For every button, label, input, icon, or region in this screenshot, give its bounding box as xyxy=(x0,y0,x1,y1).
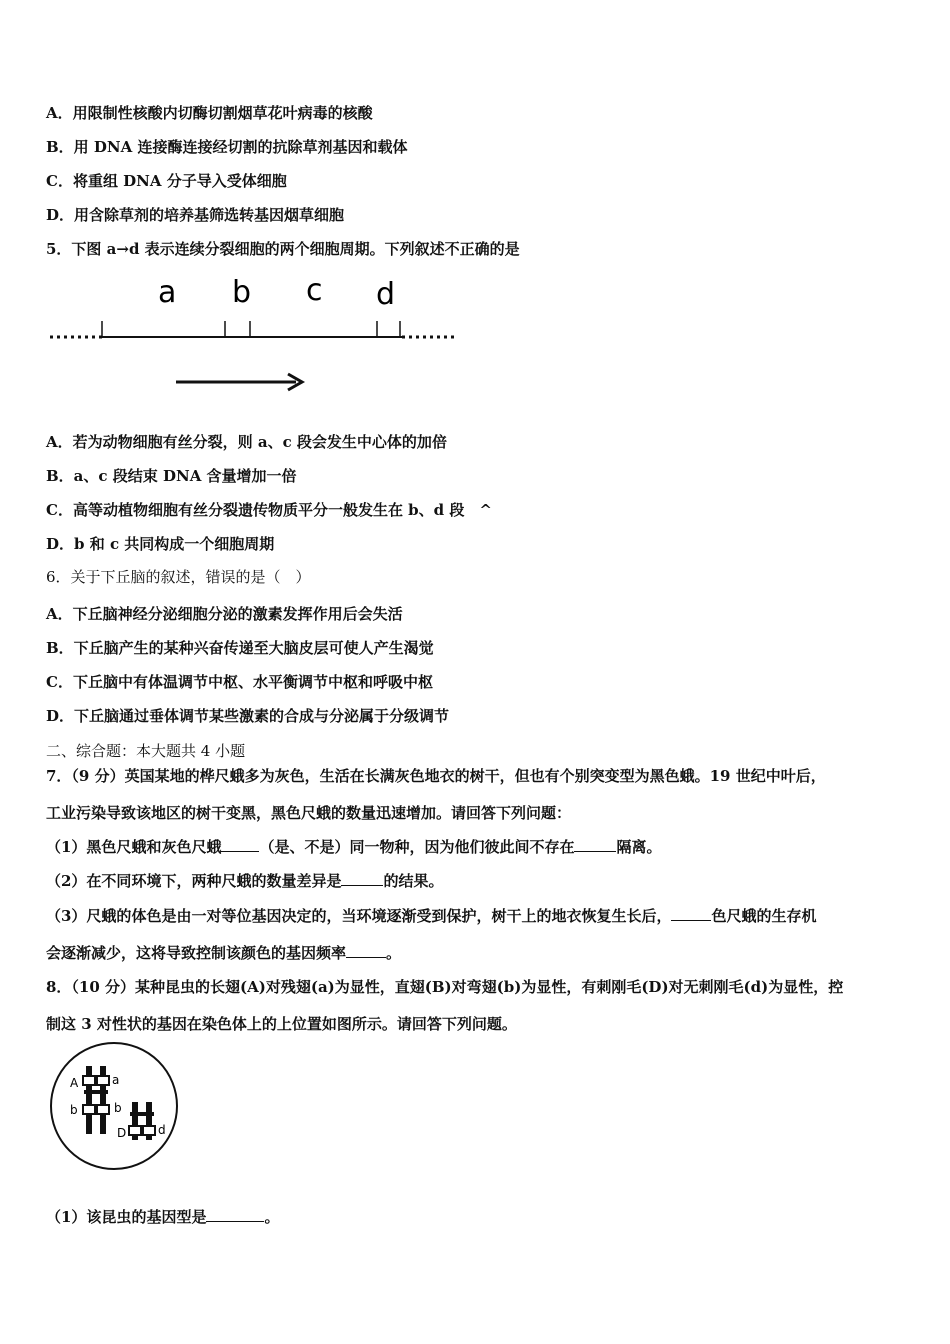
q6-stem: 6．关于下丘脑的叙述，错误的是（ ） xyxy=(46,568,311,586)
q6-option-c: C．下丘脑中有体温调节中枢、水平衡调节中枢和呼吸中枢 xyxy=(46,673,433,691)
centromere-1 xyxy=(84,1090,108,1094)
label-a: a xyxy=(112,1073,120,1087)
cycle-label-c: c xyxy=(306,273,323,308)
q8-line-2: 制这 3 对性状的基因在染色体上的上位置如图所示。请回答下列问题。 xyxy=(46,1015,517,1033)
cycle-label-d: d xyxy=(376,277,396,312)
q5-option-d: D．b 和 c 共同构成一个细胞周期 xyxy=(46,535,275,553)
q5-option-b: B．a、c 段结束 DNA 含量增加一倍 xyxy=(46,467,297,485)
q4-option-c: C．将重组 DNA 分子导入受体细胞 xyxy=(46,172,287,190)
q5-stem: 5．下图 a→d 表示连续分裂细胞的两个细胞周期。下列叙述不正确的是 xyxy=(46,240,520,258)
q8-sub-1 xyxy=(46,1206,279,1227)
gene-locus-D xyxy=(129,1126,141,1135)
answer-blank[interactable] xyxy=(221,837,259,852)
cycle-label-a: a xyxy=(158,275,177,310)
label-A: A xyxy=(70,1076,79,1090)
label-D: D xyxy=(117,1126,127,1140)
q5-option-a: A．若为动物细胞有丝分裂，则 a、c 段会发生中心体的加倍 xyxy=(46,433,447,451)
q4-option-b: B．用 DNA 连接酶连接经切割的抗除草剂基因和载体 xyxy=(46,138,408,156)
cycle-label-b: b xyxy=(232,275,252,310)
gene-locus-A xyxy=(83,1076,95,1085)
q7-sub-3-text-b: 色尺蛾的生存机 xyxy=(711,907,817,925)
q7-line-2: 工业污染导致该地区的树干变黑，黑色尺蛾的数量迅速增加。请回答下列问题： xyxy=(46,804,572,822)
q7-sub-2 xyxy=(46,870,443,891)
chromosome-diagram xyxy=(46,1042,184,1172)
label-d: d xyxy=(158,1123,166,1137)
q5-option-c: C．高等动植物细胞有丝分裂遗传物质平分一般发生在 b、d 段 ^ xyxy=(46,501,492,519)
q8-sub-1-text-b: 。 xyxy=(264,1208,280,1226)
q7-line-1: 7．（9 分）英国某地的桦尺蛾多为灰色，生活在长满灰色地衣的树干，但也有个别突变型为黑色蛾。19 世纪中叶后， xyxy=(46,767,826,785)
q6-option-d: D．下丘脑通过垂体调节某些激素的合成与分泌属于分级调节 xyxy=(46,707,450,725)
q7-sub-3-text-a: （3）尺蛾的体色是由一对等位基因决定的，当环境逐渐受到保护，树干上的地衣恢复生长后， xyxy=(46,907,672,925)
section-2-title: 二、综合题：本大题共 4 小题 xyxy=(46,742,246,760)
answer-blank[interactable] xyxy=(206,1207,264,1222)
q6-option-a: A．下丘脑神经分泌细胞分泌的激素发挥作用后会失活 xyxy=(46,605,403,623)
q8-line-1: 8．（10 分）某种昆虫的长翅(A)对残翅(a)为显性，直翅(B)对弯翅(b)为显性，有刺刚毛(D)对无刺刚毛(d)为显性，控 xyxy=(46,978,844,996)
q7-sub-3-text-d: 。 xyxy=(386,944,402,962)
q8-sub-1-text-a: （1）该昆虫的基因型是 xyxy=(46,1208,207,1226)
answer-blank[interactable] xyxy=(574,837,616,852)
label-b-left: b xyxy=(70,1103,78,1117)
centromere-2 xyxy=(130,1112,154,1116)
q7-sub-2-text-b: 的结果。 xyxy=(383,872,444,890)
q7-sub-3-cont xyxy=(46,942,401,963)
q7-sub-1-text-a: （1）黑色尺蛾和灰色尺蛾 xyxy=(46,838,222,856)
q6-option-b: B．下丘脑产生的某种兴奋传递至大脑皮层可使人产生渴觉 xyxy=(46,639,434,657)
q7-sub-2-text-a: （2）在不同环境下，两种尺蛾的数量差异是 xyxy=(46,872,342,890)
label-b-right: b xyxy=(114,1101,122,1115)
q4-option-a: A．用限制性核酸内切酶切割烟草花叶病毒的核酸 xyxy=(46,104,373,122)
gene-locus-a xyxy=(97,1076,109,1085)
q7-sub-3 xyxy=(46,905,816,926)
gene-locus-d xyxy=(143,1126,155,1135)
gene-locus-b-1 xyxy=(83,1105,95,1114)
q7-sub-1-text-b: （是、不是）同一物种，因为他们彼此间不存在 xyxy=(259,838,575,856)
answer-blank[interactable] xyxy=(346,943,386,958)
q4-option-d: D．用含除草剂的培养基筛选转基因烟草细胞 xyxy=(46,206,345,224)
q7-sub-1 xyxy=(46,836,661,857)
cell-cycle-diagram xyxy=(44,268,464,398)
answer-blank[interactable] xyxy=(671,906,711,921)
q7-sub-1-text-c: 隔离。 xyxy=(616,838,662,856)
answer-blank[interactable] xyxy=(341,871,383,886)
gene-locus-b-2 xyxy=(97,1105,109,1114)
q7-sub-3-text-c: 会逐渐减少，这将导致控制该颜色的基因频率 xyxy=(46,944,347,962)
